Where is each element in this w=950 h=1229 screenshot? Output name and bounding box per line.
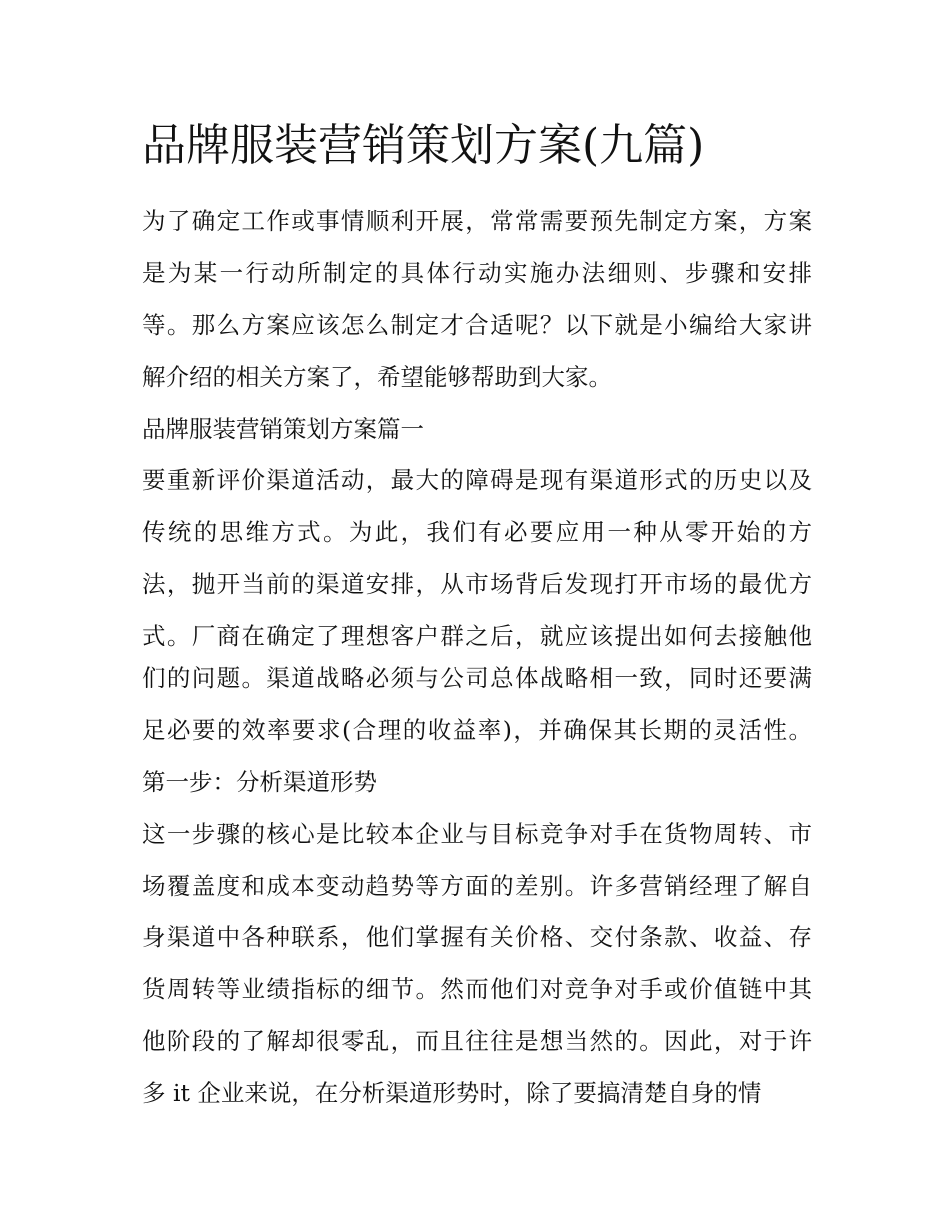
paragraph-line: 等。那么方案应该怎么制定才合适呢？以下就是小编给大家讲 xyxy=(142,311,812,339)
paragraph-line: 足必要的效率要求(合理的收益率)，并确保其长期的灵活性。 xyxy=(142,716,812,744)
paragraph-line: 身渠道中各种联系，他们掌握有关价格、交付条款、收益、存 xyxy=(142,923,812,951)
paragraph-line: 是为某一行动所制定的具体行动实施办法细则、步骤和安排 xyxy=(142,259,812,287)
paragraph-line: 要重新评价渠道活动，最大的障碍是现有渠道形式的历史以及 xyxy=(142,466,812,494)
step-heading: 第一步：分析渠道形势 xyxy=(142,768,377,796)
section-heading: 品牌服装营销策划方案篇一 xyxy=(142,415,424,443)
paragraph-line: 法，抛开当前的渠道安排，从市场背后发现打开市场的最优方 xyxy=(142,570,812,598)
paragraph-line: 多 it 企业来说，在分析渠道形势时，除了要搞清楚自身的情 xyxy=(142,1079,762,1107)
paragraph-line: 场覆盖度和成本变动趋势等方面的差别。许多营销经理了解自 xyxy=(142,872,812,900)
paragraph-line: 为了确定工作或事情顺利开展，常常需要预先制定方案，方案 xyxy=(142,207,812,235)
paragraph-line: 他阶段的了解却很零乱，而且往往是想当然的。因此，对于许 xyxy=(142,1027,812,1055)
paragraph-line: 式。厂商在确定了理想客户群之后，就应该提出如何去接触他 xyxy=(142,622,812,650)
paragraph-line: 货周转等业绩指标的细节。然而他们对竞争对手或价值链中其 xyxy=(142,975,812,1003)
document-title: 品牌服装营销策划方案(九篇) xyxy=(142,120,705,171)
paragraph-line: 传统的思维方式。为此，我们有必要应用一种从零开始的方 xyxy=(142,518,812,546)
paragraph-line: 解介绍的相关方案了，希望能够帮助到大家。 xyxy=(142,363,612,391)
paragraph-line: 这一步骤的核心是比较本企业与目标竞争对手在货物周转、市 xyxy=(142,820,812,848)
paragraph-line: 们的问题。渠道战略必须与公司总体战略相一致，同时还要满 xyxy=(142,664,812,692)
